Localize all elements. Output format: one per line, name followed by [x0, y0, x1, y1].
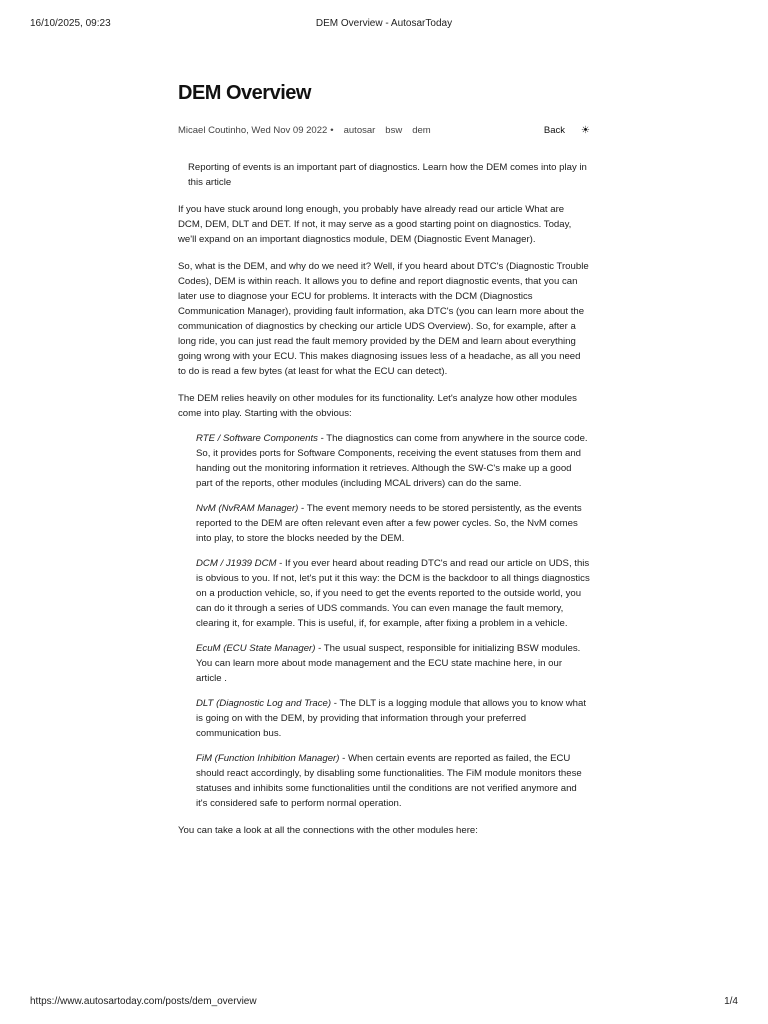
- module-item: [196, 696, 590, 741]
- module-item: [196, 751, 590, 811]
- intro-paragraph: So, what is the DEM, and why do we need it? Well, if you heard about DTC's (Diagnostic Trouble Codes), DEM is within reach. It allows you to define and report diagnostic events, that you can later use to diagnose your ECU for problems. It interacts with the DCM (Diagnostics Communication Manager), providing fault information, aka DTC's (you can learn more about the communication of diagnostics by checking our article UDS Overview). So, for example, after a long ride, you can just read the fault memory provided by the DEM and learn about everything going wrong with your ECU. This makes diagnosing issues less of a headache, as all you need to do is read a few bytes (at least for what the ECU can detect).: [178, 261, 589, 377]
- print-footer: [30, 996, 738, 1007]
- tag-dem[interactable]: dem: [412, 125, 431, 136]
- print-datetime: 16/10/2025, 09:23: [30, 18, 111, 29]
- print-page-title: DEM Overview - AutosarToday: [315, 18, 453, 29]
- intro-paragraph: If you have stuck around long enough, you probably have already read our article What are DCM, DEM, DLT and DET. If not, it may serve as a good starting point on diagnostics. Today, we'll expand on an important diagnostics module, DEM (Diagnostic Event Manager).: [178, 204, 572, 245]
- article-meta: [178, 125, 590, 136]
- module-description: - The DLT is a logging module that allows you to know what is going on with the DEM, by providing that information through your preferred communication bus.: [196, 698, 586, 739]
- closing-paragraph: You can take a look at all the connections with the other modules here:: [178, 825, 478, 836]
- module-name: RTE / Software Components: [196, 433, 318, 444]
- module-description: - The usual suspect, responsible for initializing BSW modules. You can learn more about mode management and the ECU state machine here, in our article .: [196, 643, 581, 684]
- author-date: Micael Coutinho, Wed Nov 09 2022: [178, 125, 328, 136]
- article-title: DEM Overview: [178, 82, 311, 104]
- module-item: [196, 641, 590, 686]
- meta-separator: •: [330, 125, 334, 136]
- print-url: https://www.autosartoday.com/posts/dem_overview: [30, 996, 257, 1007]
- print-header: [30, 18, 738, 29]
- sun-icon[interactable]: ☀: [581, 125, 590, 136]
- module-name: DCM / J1939 DCM: [196, 558, 277, 569]
- module-item: [196, 501, 590, 546]
- intro-paragraph: The DEM relies heavily on other modules for its functionality. Let's analyze how other modules come into play. Starting with the obvious:: [178, 393, 577, 419]
- module-description: - When certain events are reported as failed, the ECU should react accordingly, by disabling some functionalities. The FiM module monitors these statuses and inhibits some functionalities until the conditions are not verified anymore and it's considered safe to perform normal operation.: [196, 753, 582, 809]
- print-page-number: 1/4: [724, 996, 738, 1007]
- tag-autosar[interactable]: autosar: [343, 125, 376, 136]
- module-item: [196, 431, 590, 491]
- module-description: - The event memory needs to be stored persistently, as the events reported to the DEM are often relevant even after a few power cycles. So, the NvM comes into play, to store the blocks needed by the DEM.: [196, 503, 582, 544]
- module-name: DLT (Diagnostic Log and Trace): [196, 698, 332, 709]
- article: [178, 82, 590, 838]
- module-name: EcuM (ECU State Manager): [196, 643, 316, 654]
- module-item: [196, 556, 590, 631]
- tag-bsw[interactable]: bsw: [385, 125, 403, 136]
- module-name: FiM (Function Inhibition Manager): [196, 753, 340, 764]
- module-list: [196, 431, 590, 811]
- module-description: - The diagnostics can come from anywhere in the source code. So, it provides ports for Software Components, receiving the event statuses from them and handing out the monitoring information it retrieves. Although the SW-C's make up a good part of the reports, other modules (including MCAL drivers) can do the same.: [196, 433, 588, 489]
- article-summary: Reporting of events is an important part of diagnostics. Learn how the DEM comes into play in this article: [188, 162, 587, 188]
- module-name: NvM (NvRAM Manager): [196, 503, 299, 514]
- module-description: - If you ever heard about reading DTC's and read our article on UDS, this is obvious to you. If not, let's put it this way: the DCM is the backdoor to all things diagnostics on a production vehicle, so, if you need to get the events reported to the outside world, you can do it through a series of UDS commands. You can even manage the fault memory, clearing it, for example. This is useful, if, for example, after fixing a problem in a vehicle.: [196, 558, 590, 629]
- back-link[interactable]: Back: [543, 125, 566, 136]
